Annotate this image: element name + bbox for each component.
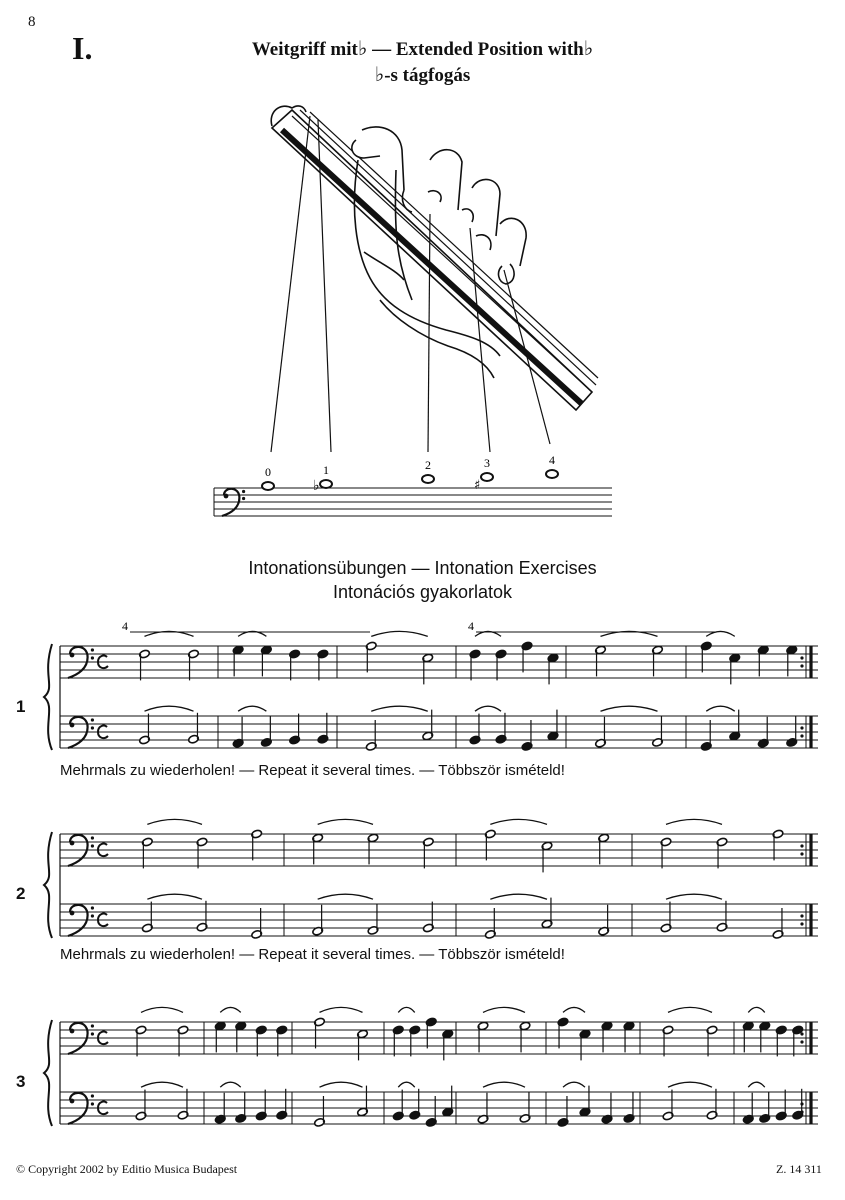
flat-sign-icon: ♭ <box>583 36 594 60</box>
exercise-number-1: 1 <box>16 697 26 716</box>
repeat-dot <box>800 656 803 659</box>
exercise-number-2: 2 <box>16 884 26 903</box>
title-english-text: — Extended Position with <box>367 39 584 60</box>
bass-clef-dot <box>91 844 94 847</box>
slur <box>563 1082 585 1087</box>
repeat-dot <box>800 1040 803 1043</box>
slur <box>320 1082 363 1087</box>
bass-clef-dot <box>91 906 94 909</box>
exercise-3-system <box>44 1007 818 1127</box>
slur <box>318 819 373 824</box>
hand-on-fingerboard-illustration <box>271 106 598 452</box>
bass-clef-dot <box>91 1102 94 1105</box>
slur <box>141 1082 183 1087</box>
repeat-dot <box>800 844 803 847</box>
slur <box>141 1007 183 1012</box>
slur <box>483 1007 525 1012</box>
slur <box>238 706 266 711</box>
slur <box>666 894 722 899</box>
slur <box>147 894 202 899</box>
slur <box>668 1007 712 1012</box>
whole-note-icon <box>546 470 558 478</box>
slur <box>475 706 501 711</box>
whole-note-icon <box>481 473 493 481</box>
bass-clef-dot <box>224 494 229 499</box>
bass-clef-dot <box>70 1029 75 1034</box>
whole-note-icon <box>262 482 274 490</box>
flat-sign-icon: ♭ <box>357 36 368 60</box>
slur <box>490 819 547 824</box>
bass-clef-dot <box>70 653 75 658</box>
slur <box>748 1007 765 1012</box>
finger-mark-number: 4 <box>468 619 474 633</box>
copyright-notice: © Copyright 2002 by Editio Musica Budapest <box>16 1162 238 1176</box>
bass-clef-dot <box>70 1099 75 1104</box>
sharp-accidental-icon: ♯ <box>474 478 481 493</box>
slur <box>318 894 373 899</box>
slur <box>563 1007 585 1012</box>
slur <box>220 1007 241 1012</box>
flat-accidental-icon: ♭ <box>313 478 320 494</box>
exercise-title-hungarian: Intonációs gyakorlatok <box>332 582 513 602</box>
bass-clef-dot <box>91 1032 94 1035</box>
repeat-dot <box>800 726 803 729</box>
exercise-2-system <box>44 819 818 939</box>
fingering-staff <box>214 453 612 516</box>
system-brace <box>44 644 52 750</box>
finger-mark-number: 4 <box>122 619 128 633</box>
bass-clef-dot <box>91 1024 94 1027</box>
slur <box>398 1007 415 1012</box>
slur <box>483 1082 525 1087</box>
slur <box>706 706 735 711</box>
bass-clef-dot <box>70 723 75 728</box>
slur <box>668 1082 712 1087</box>
slur <box>147 819 202 824</box>
flat-sign-icon: ♭ <box>374 62 385 86</box>
bass-clef-dot <box>91 726 94 729</box>
bass-clef-dot <box>70 841 75 846</box>
section-numeral: I. <box>72 30 93 66</box>
fingering-number: 0 <box>265 465 271 479</box>
title-hungarian-text: -s tágfogás <box>384 65 471 86</box>
title-german-text: Weitgriff mit <box>251 39 358 60</box>
whole-note-icon <box>422 475 434 483</box>
repeat-dot <box>800 922 803 925</box>
slur <box>490 894 547 899</box>
bass-clef-dot <box>91 836 94 839</box>
slur <box>398 1082 415 1087</box>
bass-clef-dot <box>242 497 245 500</box>
exercise-title-multilingual: Intonationsübungen — Intonation Exercises <box>248 558 597 578</box>
page-number: 8 <box>28 14 36 30</box>
repeat-dot <box>800 664 803 667</box>
fingering-number: 4 <box>549 453 555 467</box>
exercise-number-3: 3 <box>16 1072 26 1091</box>
bass-clef-dot <box>91 648 94 651</box>
bass-clef-dot <box>70 911 75 916</box>
fingering-number: 2 <box>425 458 431 472</box>
repeat-dot <box>800 852 803 855</box>
whole-note-icon <box>320 480 332 488</box>
slur <box>371 706 428 711</box>
slur <box>748 1082 765 1087</box>
repeat-instruction: Mehrmals zu wiederholen! — Repeat it several times. — Többször ismételd! <box>60 946 565 963</box>
bass-clef-dot <box>91 914 94 917</box>
bass-clef-dot <box>91 656 94 659</box>
slur <box>320 1007 363 1012</box>
exercise-systems <box>44 619 818 1127</box>
slur <box>601 706 658 711</box>
bass-clef-dot <box>242 490 245 493</box>
slur <box>666 819 722 824</box>
bass-clef-dot <box>91 718 94 721</box>
fingering-number: 3 <box>484 456 490 470</box>
slur <box>371 631 428 636</box>
catalog-number: Z. 14 311 <box>776 1162 822 1176</box>
system-brace <box>44 1020 52 1126</box>
repeat-dot <box>800 914 803 917</box>
system-brace <box>44 832 52 938</box>
fingering-number: 1 <box>323 463 329 477</box>
slur <box>220 1082 241 1087</box>
slur <box>145 706 194 711</box>
exercise-1-system <box>44 619 818 751</box>
bass-clef-dot <box>91 1094 94 1097</box>
repeat-dot <box>800 734 803 737</box>
repeat-instruction: Mehrmals zu wiederholen! — Repeat it several times. — Többször ismételd! <box>60 762 565 779</box>
